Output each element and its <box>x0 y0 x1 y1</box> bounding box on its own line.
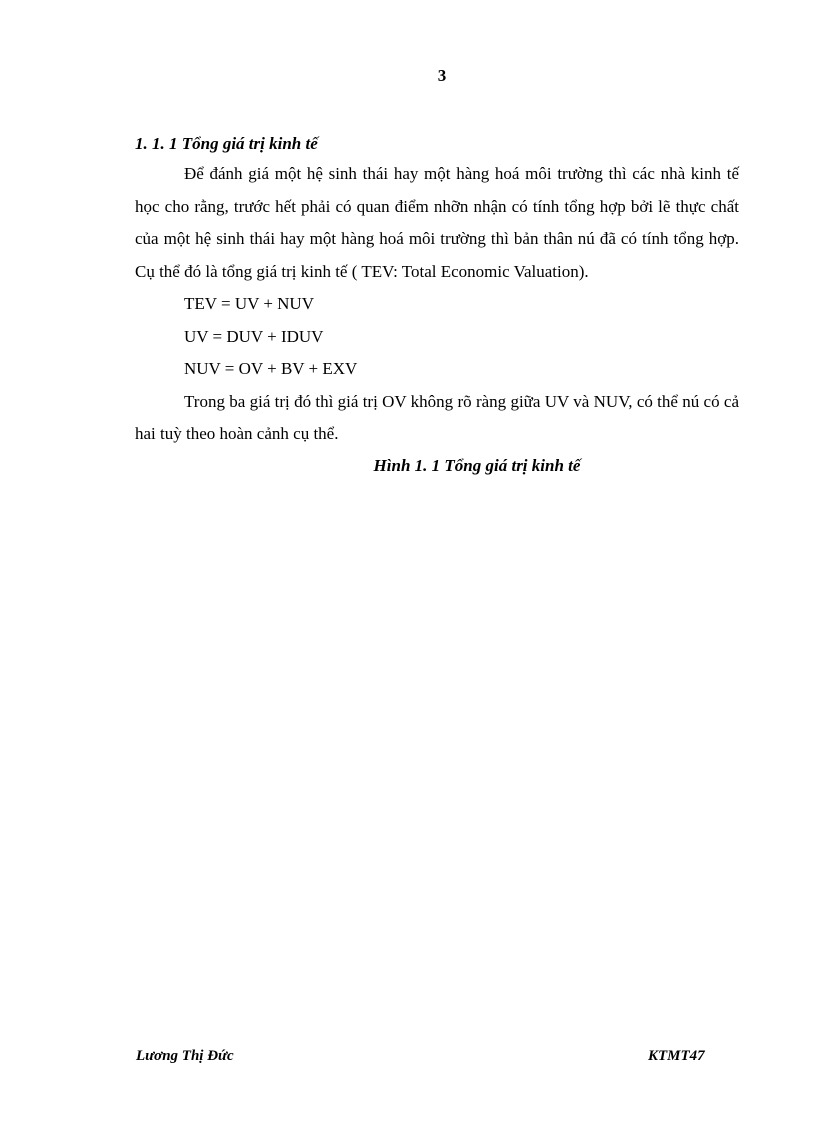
page-number: 3 <box>437 66 447 85</box>
figure-caption: Hình 1. 1 Tổng giá trị kinh tế <box>373 455 581 475</box>
footer-class-code: KTMT47 <box>648 1048 705 1064</box>
section-heading: 1. 1. 1 Tổng giá trị kinh tế <box>135 134 318 153</box>
formula-nuv: NUV = OV + BV + EXV <box>184 359 358 378</box>
document-body <box>135 130 739 481</box>
footer-author: Lương Thị Đức <box>136 1048 234 1064</box>
closing-paragraph: Trong ba giá trị đó thì giá trị OV không rõ ràng giữa UV và NUV, có thể nú có cả hai tuỳ theo hoàn cảnh cụ thể. <box>135 391 739 443</box>
formula-tev: TEV = UV + NUV <box>184 294 314 313</box>
formula-uv: UV = DUV + IDUV <box>184 326 324 346</box>
body-paragraph: Để đánh giá một hệ sinh thái hay một hàng hoá môi trường thì các nhà kinh tế học cho rằng, trước hết phải có quan điểm nhỡn nhận có tính tổng hợp bởi lẽ thực chất của một hệ sinh thái hay một hàng hoá môi trường thì bản thân nú đã có tính tổng hợp. Cụ thể đó là tổng giá trị kinh tế ( TEV: Total Economic Valuation). <box>135 164 739 281</box>
